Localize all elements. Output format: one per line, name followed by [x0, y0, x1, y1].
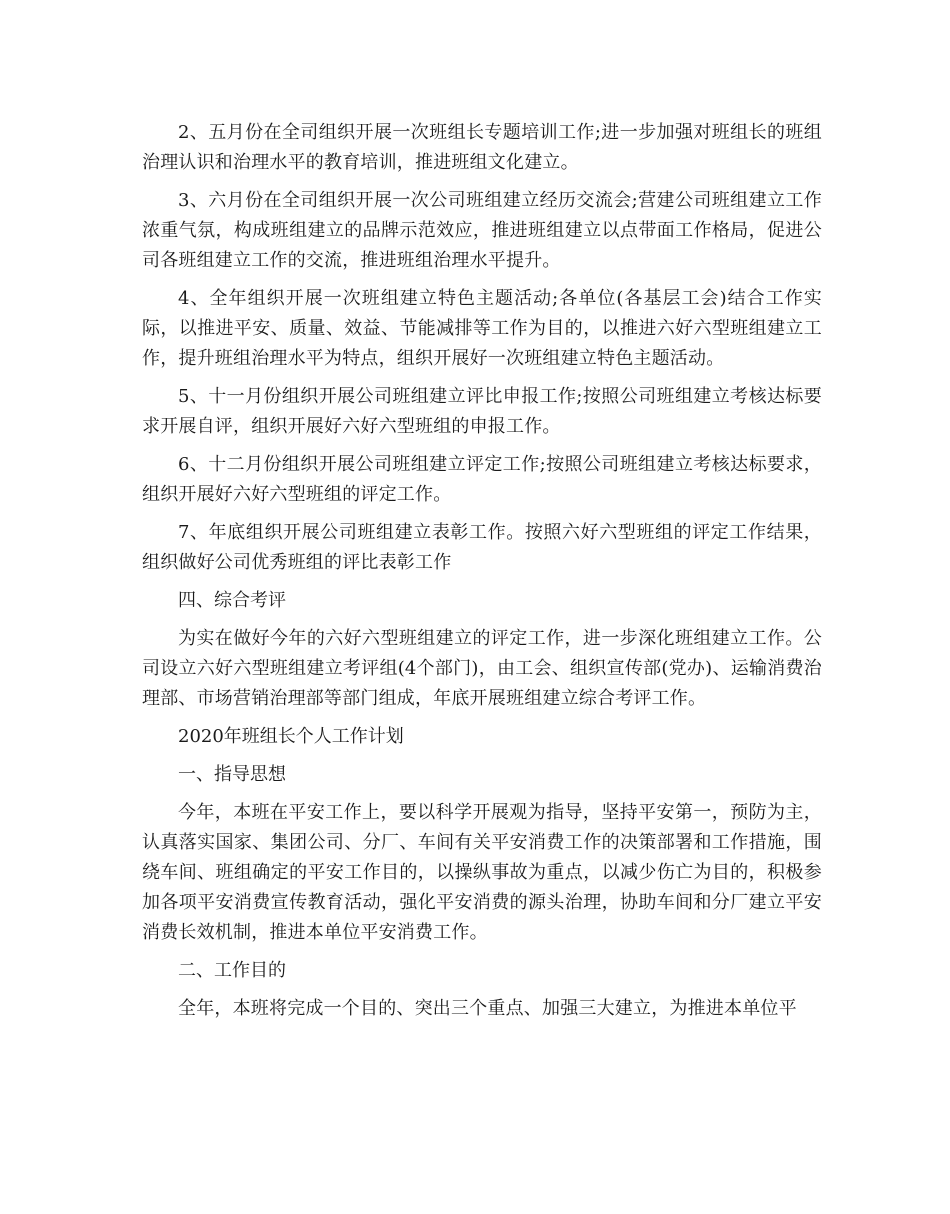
section-heading-guiding-ideology: 一、指导思想	[178, 764, 286, 785]
paragraph-item-4: 4、全年组织开展一次班组建立特色主题活动;各单位(各基层工会)结合工作实际，以推进平安、质量、效益、节能减排等工作为目的，以推进六好六型班组建立工作，提升班组治理水平为特点，组织开展好一次班组建立特色主题活动。	[142, 288, 822, 369]
section-heading-evaluation: 四、综合考评	[178, 590, 286, 611]
paragraph-work-goals: 全年，本班将完成一个目的、突出三个重点、加强三大建立，为推进本单位平	[178, 998, 797, 1019]
paragraph-item-7: 7、年底组织开展公司班组建立表彰工作。按照六好六型班组的评定工作结果，组织做好公司优秀班组的评比表彰工作	[142, 522, 822, 573]
document-page	[142, 118, 822, 1032]
paragraph-item-5: 5、十一月份组织开展公司班组建立评比申报工作;按照公司班组建立考核达标要求开展自评，组织开展好六好六型班组的申报工作。	[142, 386, 822, 437]
paragraph-item-6: 6、十二月份组织开展公司班组建立评定工作;按照公司班组建立考核达标要求，组织开展好六好六型班组的评定工作。	[142, 454, 822, 505]
section-heading-work-goals: 二、工作目的	[178, 960, 286, 981]
paragraph-item-3: 3、六月份在全司组织开展一次公司班组建立经历交流会;营建公司班组建立工作浓重气氛，构成班组建立的品牌示范效应，推进班组建立以点带面工作格局，促进公司各班组建立工作的交流，推进班组治理水平提升。	[142, 190, 822, 271]
paragraph-evaluation: 为实在做好今年的六好六型班组建立的评定工作，进一步深化班组建立工作。公司设立六好六型班组建立考评组(4个部门)，由工会、组织宣传部(党办)、运输消费治理部、市场营销治理部等部门组成，年底开展班组建立综合考评工作。	[142, 628, 822, 709]
document-title-2020-plan: 2020年班组长个人工作计划	[178, 726, 404, 747]
paragraph-item-2: 2、五月份在全司组织开展一次班组长专题培训工作;进一步加强对班组长的班组治理认识和治理水平的教育培训，推进班组文化建立。	[142, 122, 822, 173]
paragraph-guiding-ideology: 今年，本班在平安工作上，要以科学开展观为指导，坚持平安第一，预防为主，认真落实国家、集团公司、分厂、车间有关平安消费工作的决策部署和工作措施，围绕车间、班组确定的平安工作目的，以操纵事故为重点，以减少伤亡为目的，积极参加各项平安消费宣传教育活动，强化平安消费的源头治理，协助车间和分厂建立平安消费长效机制，推进本单位平安消费工作。	[142, 802, 822, 943]
